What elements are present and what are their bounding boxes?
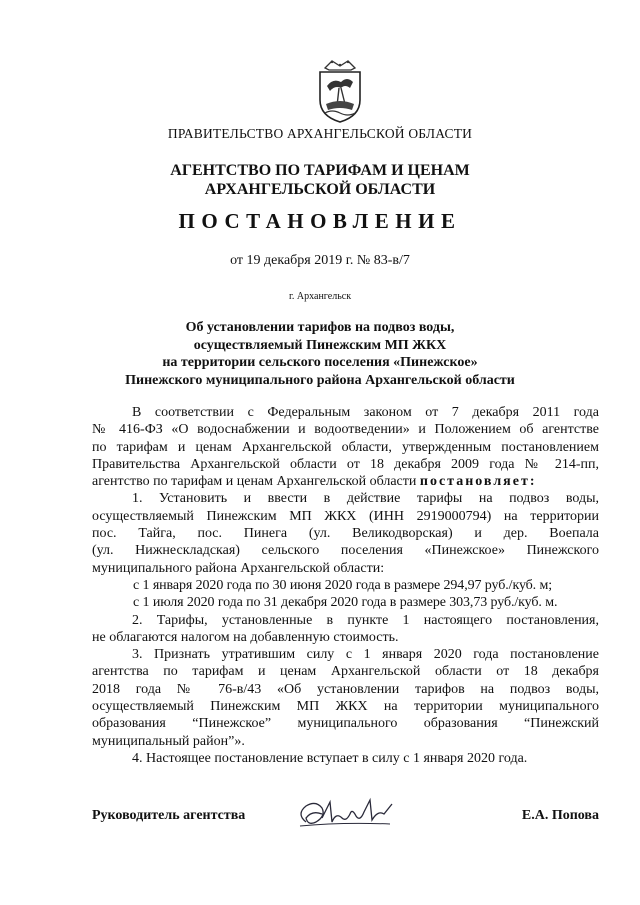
- body-line: 2018 года № 76-в/43 «Об установлении тарифов на подвоз воды,: [92, 681, 599, 697]
- title-line: осуществляемый Пинежским МП ЖКХ: [193, 337, 447, 353]
- agency-line: АРХАНГЕЛЬСКОЙ ОБЛАСТИ: [204, 181, 436, 198]
- body-line: агентства по тарифам и ценам Архангельской области от 18 декабря: [92, 664, 599, 680]
- tariff-rate: с 1 июля 2020 года по 31 декабря 2020 года в размере 303,73 руб./куб. м.: [133, 595, 558, 611]
- signature-block: [92, 808, 599, 848]
- tariff-rate: с 1 января 2020 года по 30 июня 2020 года в размере 294,97 руб./куб. м;: [133, 577, 553, 593]
- document-title: [0, 319, 640, 389]
- coat-of-arms-icon: [317, 58, 363, 124]
- signatory-position: Руководитель агентства: [92, 808, 246, 823]
- resolves-word: постановляет:: [419, 474, 537, 490]
- title-line: Пинежского муниципального района Архангельской области: [125, 372, 515, 388]
- signatory-name: Е.А. Попова: [521, 808, 599, 823]
- signature-icon: [292, 792, 402, 834]
- agency-name: [0, 161, 640, 199]
- body-line: пос. Тайга, пос. Пинега (ул. Великодворская) и дер. Воепала: [92, 526, 599, 542]
- body-line: № 416-ФЗ «О водоснабжении и водоотведении» и Положением об агентстве: [92, 422, 599, 438]
- government-name: ПРАВИТЕЛЬСТВО АРХАНГЕЛЬСКОЙ ОБЛАСТИ: [167, 126, 473, 141]
- body-line: [92, 473, 599, 490]
- body-line: муниципального района Архангельской области:: [92, 560, 385, 576]
- document-type: ПОСТАНОВЛЕНИЕ: [178, 209, 462, 233]
- document-date-number: от 19 декабря 2019 г. № 83-в/7: [230, 253, 410, 268]
- body-line: Правительства Архангельской области от 18 декабря 2009 года № 214-пп,: [92, 456, 599, 472]
- body-line: муниципальный район”».: [92, 733, 245, 749]
- title-line: на территории сельского поселения «Пинежское»: [162, 355, 478, 370]
- body-line: осуществляемый Пинежским МП ЖКХ (ИНН 2919000794) на территории: [92, 508, 599, 524]
- body-line: образования “Пинежское” муниципального образования “Пинежский: [92, 716, 599, 732]
- body-line: 2. Тарифы, установленные в пункте 1 настоящего постановления,: [132, 612, 599, 628]
- body-line: осуществляемый Пинежским МП ЖКХ на территории муниципального: [92, 699, 599, 715]
- body-line: 1. Установить и ввести в действие тарифы на подвоз воды,: [132, 491, 599, 507]
- body-line: 4. Настоящее постановление вступает в силу с 1 января 2020 года.: [132, 750, 528, 766]
- body-line: по тарифам и ценам Архангельской области, утвержденным постановлением: [92, 439, 599, 455]
- agency-line: АГЕНТСТВО ПО ТАРИФАМ И ЦЕНАМ: [170, 162, 470, 179]
- body-line: (ул. Нижнескладская) сельского поселения «Пинежское» Пинежского: [92, 543, 599, 559]
- preamble-text: агентство по тарифам и ценам Архангельской области: [92, 474, 417, 490]
- title-line: Об установлении тарифов на подвоз воды,: [185, 320, 455, 335]
- body-line: В соответствии с Федеральным законом от 7 декабря 2011 года: [132, 405, 599, 420]
- document-body: [92, 404, 599, 767]
- document-city: г. Архангельск: [288, 291, 352, 302]
- body-line: 3. Признать утратившим силу с 1 января 2020 года постановление: [132, 647, 599, 663]
- body-line: не облагаются налогом на добавленную стоимость.: [92, 629, 399, 645]
